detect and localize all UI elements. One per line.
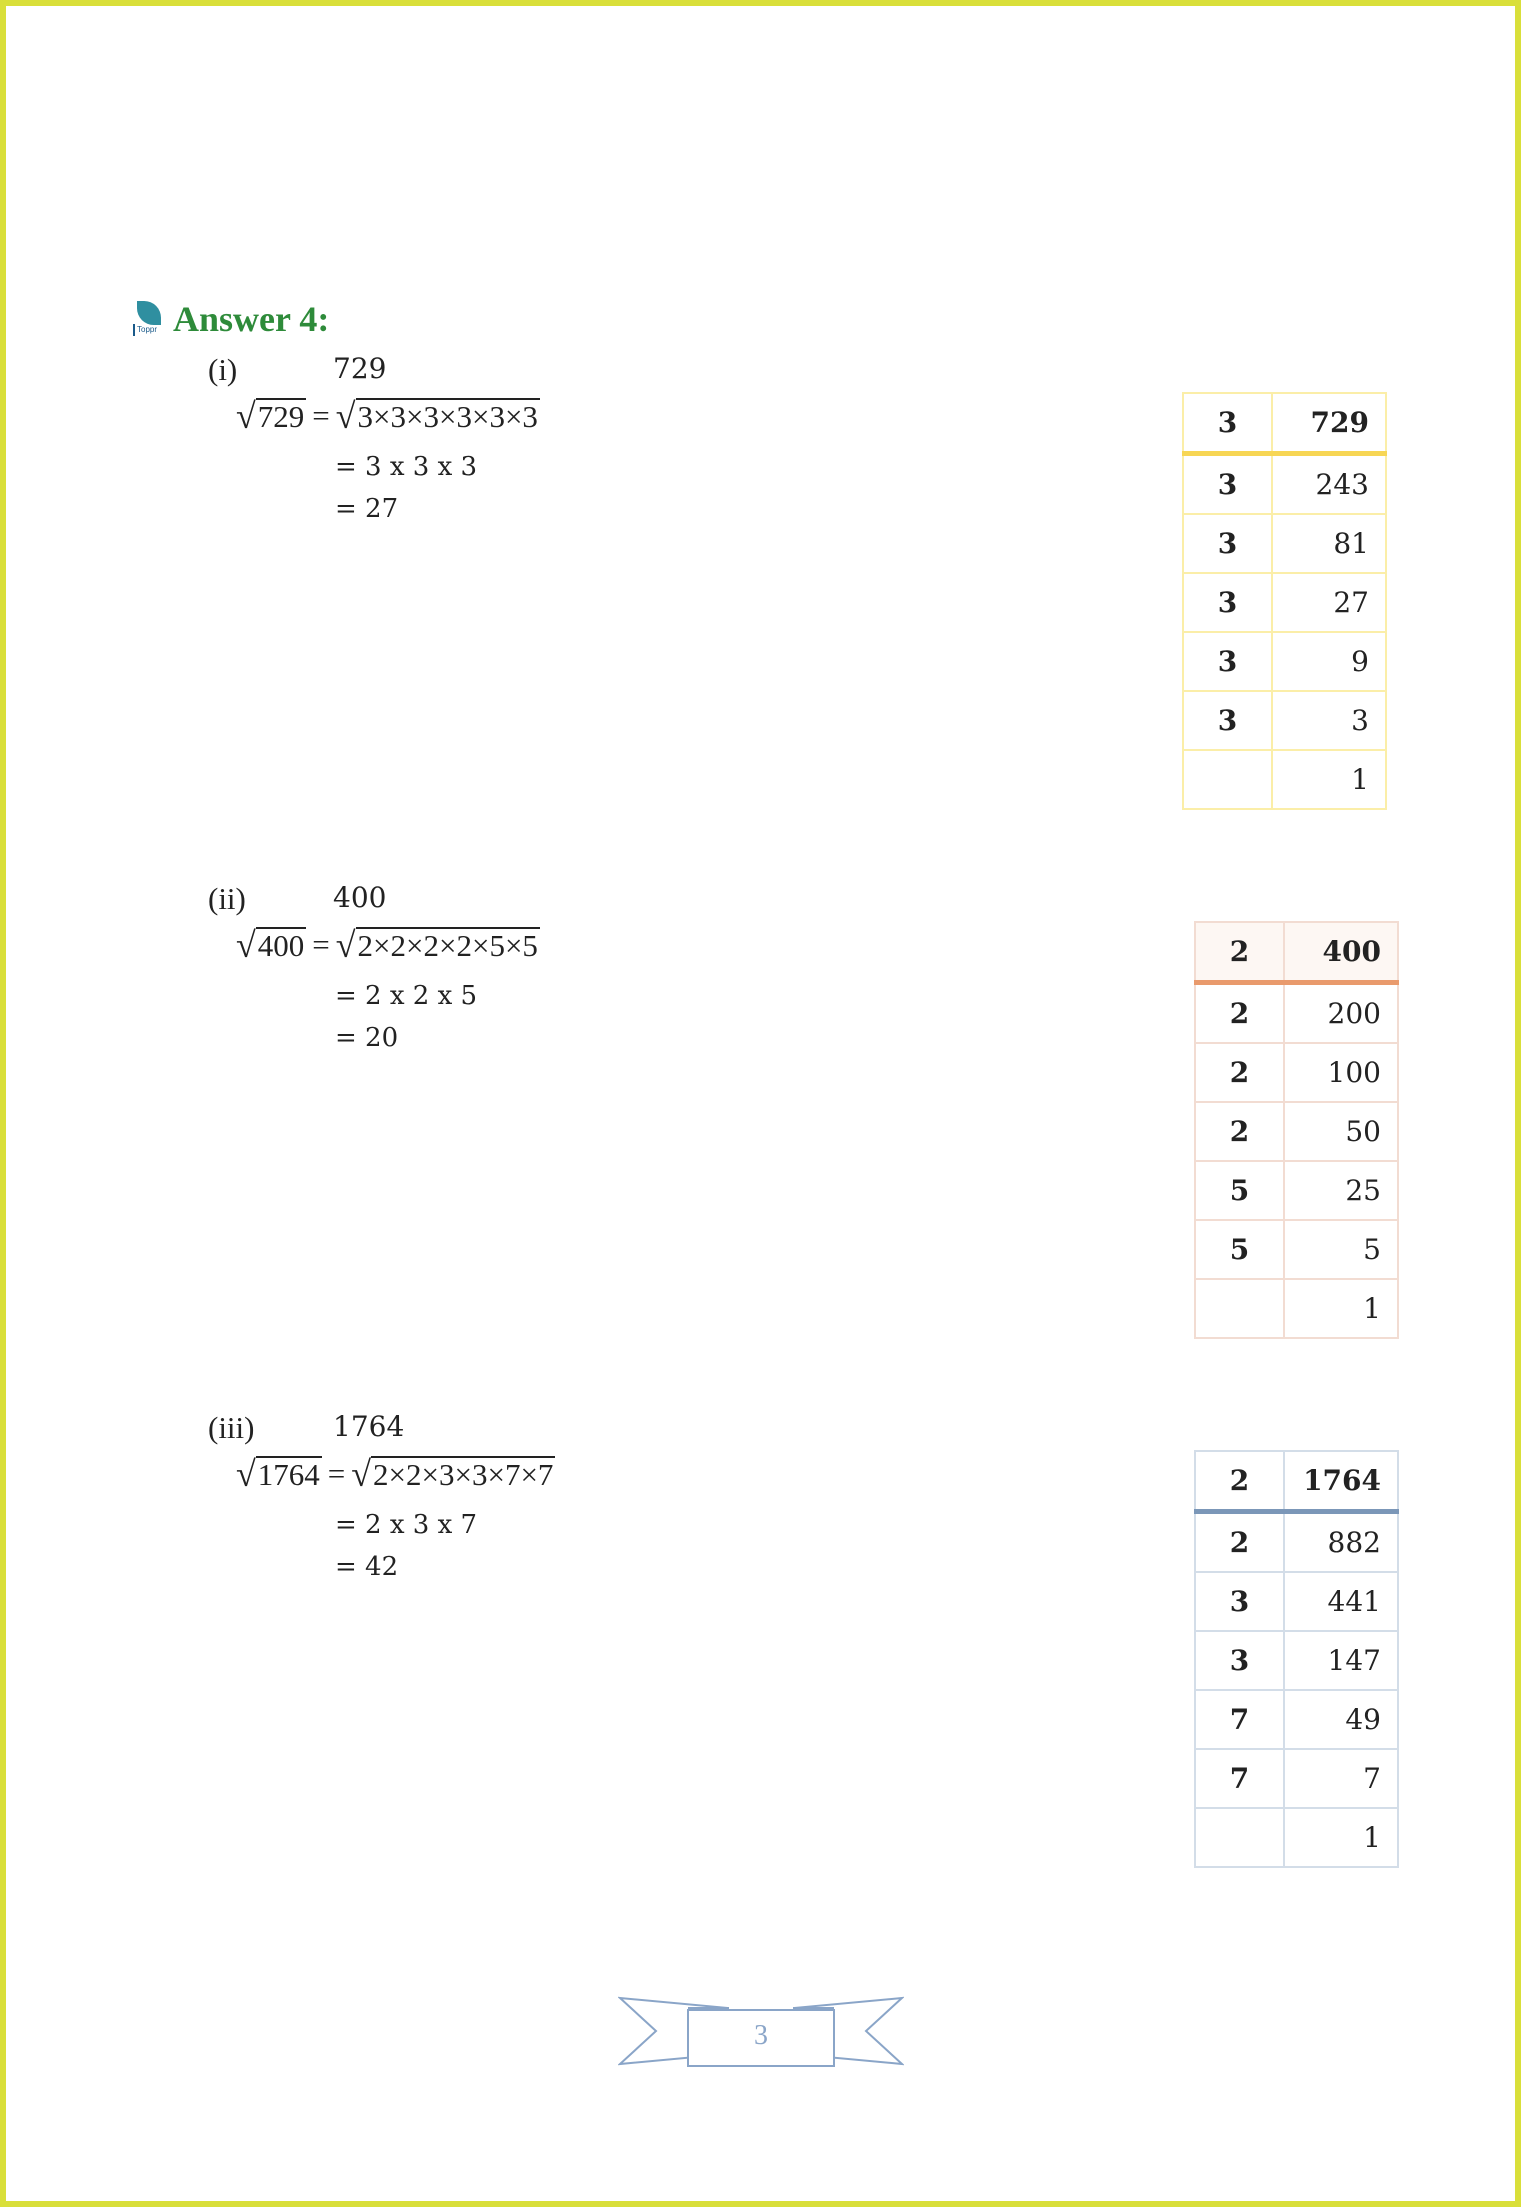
divisor-cell: 2	[1195, 1043, 1284, 1102]
radicand: 1764	[257, 1457, 320, 1492]
value-cell: 243	[1272, 454, 1386, 515]
divisor-cell: 2	[1195, 1451, 1284, 1512]
value-cell: 3	[1272, 691, 1386, 750]
division-table	[1194, 1450, 1399, 1868]
table-row	[1195, 1572, 1398, 1631]
division-table	[1194, 921, 1399, 1339]
part-label: (iii)	[208, 1410, 255, 1445]
divisor-cell: 7	[1195, 1690, 1284, 1749]
value-cell: 7	[1284, 1749, 1398, 1808]
prime-factors: 2×2×3×3×7×7	[373, 1457, 554, 1492]
part-label: (ii)	[208, 881, 246, 916]
radicand: 729	[257, 399, 305, 434]
table-row	[1195, 1631, 1398, 1690]
sqrt-rhs: √ 3×3×3×3×3×3	[335, 396, 538, 436]
sqrt-lhs: √ 729	[236, 396, 305, 436]
table-row	[1195, 1043, 1398, 1102]
logo-text: Toppr	[133, 324, 171, 336]
step-1: = 3 x 3 x 3	[335, 452, 478, 482]
table-row	[1195, 1690, 1398, 1749]
division-table	[1182, 392, 1387, 810]
divisor-cell	[1195, 1279, 1284, 1338]
value-cell: 5	[1284, 1220, 1398, 1279]
sqrt-lhs: √ 1764	[236, 1454, 320, 1494]
prime-factors: 3×3×3×3×3×3	[357, 399, 538, 434]
value-cell: 1	[1284, 1808, 1398, 1867]
step-1: = 2 x 3 x 7	[335, 1510, 478, 1540]
sqrt-equation: √ 729 = √ 3×3×3×3×3×3	[236, 396, 538, 436]
step-1: = 2 x 2 x 5	[335, 981, 478, 1011]
page-number: 3	[754, 2020, 768, 2051]
sqrt-equation: √ 400 = √ 2×2×2×2×5×5	[236, 925, 538, 965]
divisor-cell: 5	[1195, 1161, 1284, 1220]
value-cell: 49	[1284, 1690, 1398, 1749]
value-cell: 147	[1284, 1631, 1398, 1690]
heading-text: Answer 4:	[173, 299, 330, 339]
table-row	[1195, 1161, 1398, 1220]
step-2: = 42	[335, 1552, 399, 1582]
value-cell: 441	[1284, 1572, 1398, 1631]
table-row	[1183, 393, 1386, 454]
divisor-cell: 2	[1195, 983, 1284, 1044]
part-number: 400	[333, 881, 387, 914]
divisor-cell: 3	[1183, 632, 1272, 691]
divisor-cell: 2	[1195, 1512, 1284, 1573]
table-row	[1195, 1512, 1398, 1573]
sqrt-rhs: √ 2×2×2×2×5×5	[335, 925, 538, 965]
sqrt-rhs: √ 2×2×3×3×7×7	[351, 1454, 554, 1494]
part-number: 729	[333, 352, 387, 385]
table-row	[1195, 983, 1398, 1044]
table-row	[1183, 750, 1386, 809]
value-cell: 100	[1284, 1043, 1398, 1102]
answer-heading	[133, 298, 329, 340]
divisor-cell: 3	[1183, 691, 1272, 750]
table-row	[1183, 454, 1386, 515]
table-row	[1195, 1279, 1398, 1338]
divisor-cell	[1195, 1808, 1284, 1867]
logo	[133, 299, 167, 339]
divisor-cell: 3	[1183, 573, 1272, 632]
divisor-cell: 3	[1195, 1631, 1284, 1690]
step-2: = 27	[335, 494, 399, 524]
value-cell: 729	[1272, 393, 1386, 454]
divisor-cell: 3	[1183, 454, 1272, 515]
value-cell: 9	[1272, 632, 1386, 691]
table-row	[1195, 1220, 1398, 1279]
table-row	[1183, 691, 1386, 750]
sqrt-lhs: √ 400	[236, 925, 305, 965]
divisor-cell: 7	[1195, 1749, 1284, 1808]
divisor-cell: 2	[1195, 922, 1284, 983]
divisor-cell: 5	[1195, 1220, 1284, 1279]
divisor-cell: 3	[1183, 393, 1272, 454]
divisor-cell: 3	[1183, 514, 1272, 573]
divisor-cell	[1183, 750, 1272, 809]
sqrt-equation: √ 1764 = √ 2×2×3×3×7×7	[236, 1454, 554, 1494]
divisor-cell: 3	[1195, 1572, 1284, 1631]
divisor-cell: 2	[1195, 1102, 1284, 1161]
table-row	[1195, 1749, 1398, 1808]
value-cell: 200	[1284, 983, 1398, 1044]
value-cell: 1764	[1284, 1451, 1398, 1512]
table-row	[1183, 632, 1386, 691]
prime-factors: 2×2×2×2×5×5	[357, 928, 538, 963]
value-cell: 1	[1272, 750, 1386, 809]
value-cell: 1	[1284, 1279, 1398, 1338]
value-cell: 81	[1272, 514, 1386, 573]
part-label: (i)	[208, 352, 238, 387]
table-row	[1195, 1451, 1398, 1512]
value-cell: 400	[1284, 922, 1398, 983]
table-row	[1195, 922, 1398, 983]
value-cell: 50	[1284, 1102, 1398, 1161]
table-row	[1183, 573, 1386, 632]
table-row	[1195, 1102, 1398, 1161]
part-number: 1764	[333, 1410, 405, 1443]
table-row	[1183, 514, 1386, 573]
radicand: 400	[257, 928, 305, 963]
value-cell: 25	[1284, 1161, 1398, 1220]
step-2: = 20	[335, 1023, 399, 1053]
value-cell: 27	[1272, 573, 1386, 632]
leaf-icon	[137, 301, 161, 325]
table-row	[1195, 1808, 1398, 1867]
value-cell: 882	[1284, 1512, 1398, 1573]
